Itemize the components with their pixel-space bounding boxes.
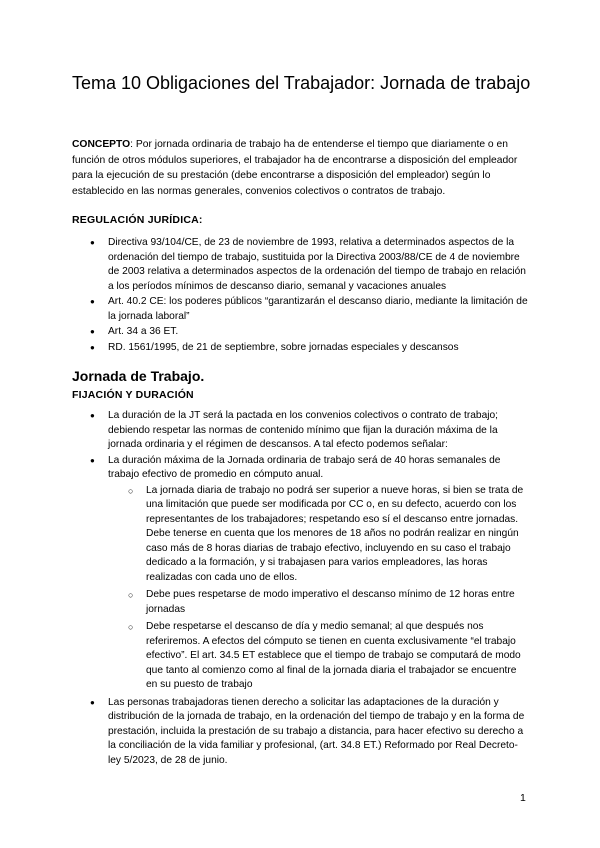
sub-list-item: ○ Debe respetarse el descanso de día y medio semanal; al que después nos referiremos. A efectos del cómputo se tienen en cuenta exclusivamente “el trabajo efectivo”. El art. 34.5 ET establece que el tiempo de trabajo se computará de modo que tanto al comienzo como al final de la jornada diaria el trabajador se encuentre en su puesto de trabajo: [128, 620, 530, 693]
list-item: ● La duración de la JT será la pactada en los convenios colectivos o contrato de trabajo; debiendo respetar las normas de contenido mínimo que fijan la duración máxima de la jornada ordinaria y el régimen de descansos. A tal efecto podemos señalar:: [90, 409, 530, 453]
fijacion-heading: FIJACIÓN Y DURACIÓN: [72, 389, 194, 401]
list-item: ● Directiva 93/104/CE, de 23 de noviembre de 1993, relativa a determinados aspectos de la ordenación del tiempo de trabajo, sustituida por la Directiva 2003/88/CE de 4 de noviembre de 2003 relativa a determinados aspectos de la ordenación del tiempo de trabajo en relación a los períodos mínimos de descanso diario, semanal y vacaciones anuales: [90, 236, 530, 294]
concepto-label: CONCEPTO: [72, 139, 131, 150]
page-title: Tema 10 Obligaciones del Trabajador: Jornada de trabajo: [72, 73, 531, 93]
list-item: ● Art. 40.2 CE: los poderes públicos “garantizarán el descanso diario, mediante la limitación de la jornada laboral”: [90, 295, 530, 324]
page-number: 1: [520, 792, 526, 804]
list-item: [90, 454, 530, 693]
list-item: ● Art. 34 a 36 ET.: [90, 325, 530, 340]
list-item: ● Las personas trabajadoras tienen derecho a solicitar las adaptaciones de la duración y distribución de la jornada de trabajo, en la ordenación del tiempo de trabajo y en la forma de prestación, incluida la prestación de su trabajo a distancia, para hacer efectivo su derecho a la conciliación de la vida familiar y profesional, (art. 34.8 ET.) Reformado por Real Decreto-ley 5/2023, de 28 de junio.: [90, 696, 530, 769]
concepto-text: : Por jornada ordinaria de trabajo ha de entenderse el tiempo que diariamente o en función de otros módulos superiores, el trabajador ha de encontrarse a disposición del empleador para la ejecución de su prestación (debe encontrarse a disposición del empleador) según lo establecido en las normas generales, convenios colectivos o contratos de trabajo.: [72, 139, 518, 197]
sub-list: [108, 484, 530, 693]
jornada-heading: Jornada de Trabajo.: [72, 368, 205, 384]
regulacion-heading: REGULACIÓN JURÍDICA:: [72, 214, 203, 226]
jornada-list: [90, 409, 530, 769]
sub-list-item: ○ Debe pues respetarse de modo imperativo el descanso mínimo de 12 horas entre jornadas: [128, 588, 530, 617]
list-item: ● RD. 1561/1995, de 21 de septiembre, sobre jornadas especiales y descansos: [90, 341, 530, 356]
list-item-text: La duración máxima de la Jornada ordinaria de trabajo será de 40 horas semanales de trabajo efectivo de promedio en cómputo anual.: [108, 454, 501, 480]
sub-list-item: ○ La jornada diaria de trabajo no podrá ser superior a nueve horas, si bien se trata de una limitación que puede ser modificada por CC o, en su defecto, acuerdo con los representantes de los trabajadores; respetando eso sí el descanso entre jornadas. Debe tenerse en cuenta que los menores de 18 años no podrán realizar en ningún caso más de 8 horas diarias de trabajo efectivo, incluyendo en su caso el trabajo dedicado a la formación, y si trabajasen para varios empleadores, las horas realizadas con cada uno de ellos.: [128, 484, 530, 586]
regulacion-list: [90, 236, 530, 356]
concepto-paragraph: [72, 137, 532, 199]
